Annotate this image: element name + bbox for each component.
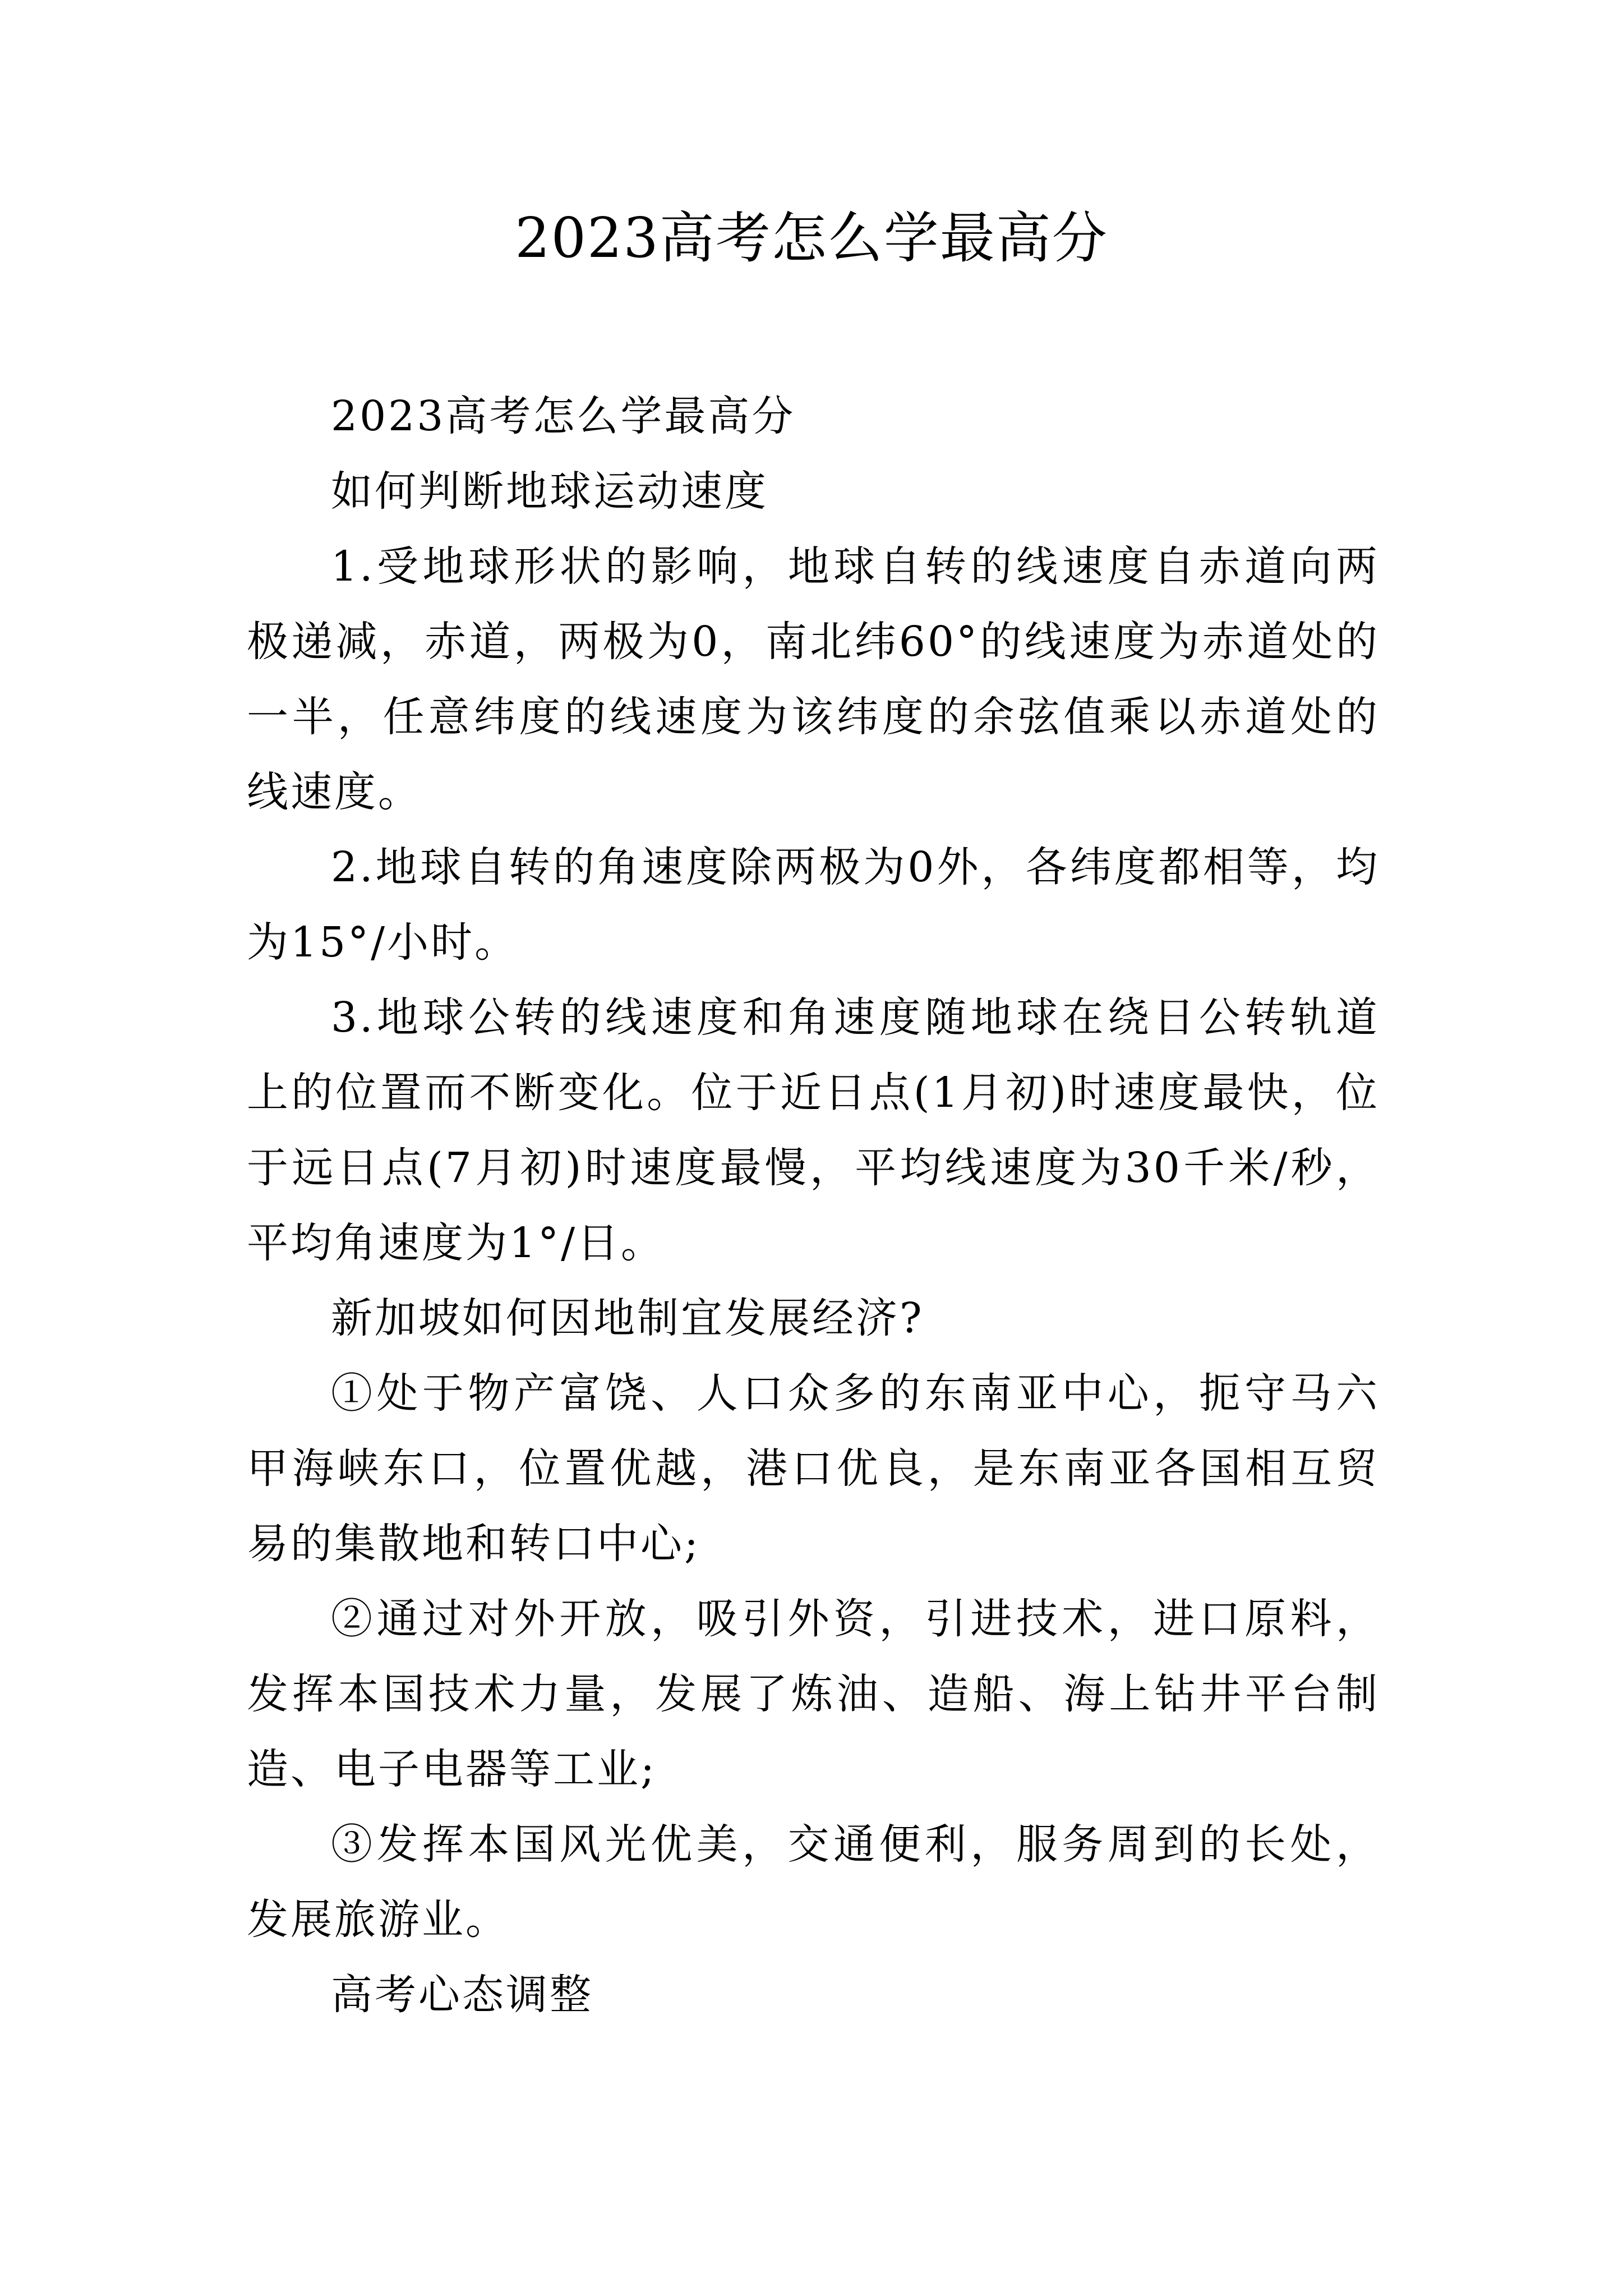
section-heading-singapore: 新加坡如何因地制宜发展经济? [331,1294,924,1342]
paragraph-singapore-location: ①处于物产富饶、人口众多的东南亚中心，扼守马六甲海峡东口，位置优越，港口优良，是东南亚各国相互贸易的集散地和转口中心; [247,1369,1380,1568]
section-heading-earth-motion: 如何判断地球运动速度 [331,467,768,516]
document-body [247,379,1380,2032]
paragraph-rotation-angular-speed: 2.地球自转的角速度除两极为0外，各纬度都相等，均为15°/小时。 [247,843,1380,967]
paragraph-singapore-tourism: ③发挥本国风光优美，交通便利，服务周到的长处，发展旅游业。 [247,1820,1380,1944]
section-heading-mindset: 高考心态调整 [331,1971,593,2019]
paragraph-subtitle: 2023高考怎么学最高分 [331,392,796,440]
paragraph-revolution-speed: 3.地球公转的线速度和角速度随地球在绕日公转轨道上的位置而不断变化。位于近日点(1月初)时速度最快，位于远日点(7月初)时速度最慢，平均线速度为30千米/秒，平均角速度为1°/日。 [247,993,1380,1267]
paragraph-singapore-industry: ②通过对外开放，吸引外资，引进技术，进口原料，发挥本国技术力量，发展了炼油、造船、海上钻井平台制造、电子电器等工业; [247,1595,1380,1793]
document-title: 2023高考怎么学最高分 [515,206,1108,270]
paragraph-rotation-linear-speed: 1.受地球形状的影响，地球自转的线速度自赤道向两极递减，赤道，两极为0，南北纬60°的线速度为赤道处的一半，任意纬度的线速度为该纬度的余弦值乘以赤道处的线速度。 [247,542,1380,816]
